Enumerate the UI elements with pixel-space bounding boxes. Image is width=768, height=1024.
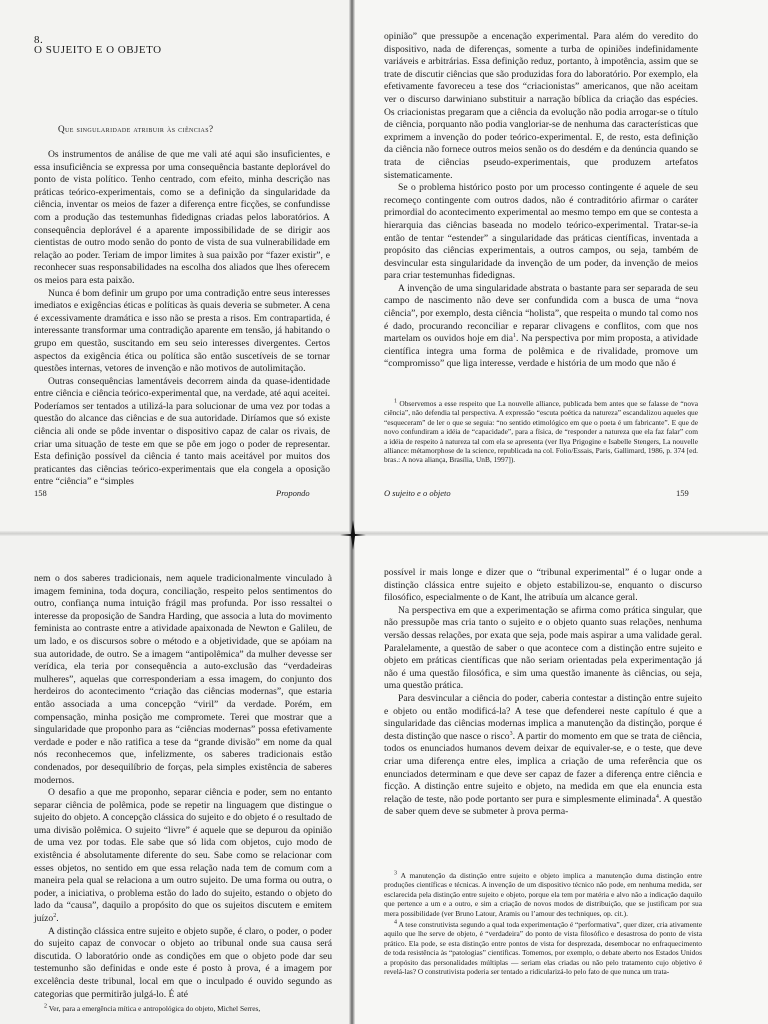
body-text-column <box>34 149 330 489</box>
footnote-number: 4 <box>394 919 397 926</box>
footnote-ref: 2 <box>53 912 57 919</box>
folio-number: 159 <box>676 488 689 498</box>
paragraph: Outras consequências lamentáveis decorrem ainda da quase-identidade entre ciência e ciência teórico-experimental que, na verdade, até aqui aceitei. Poderíamos ser tentados a utilizá-la para solucionar de uma vez por todas a questão do alcance das ciências e de sua autoridade. Diríamos que só existe ciência ali onde se pôde inventar o dispositivo capaz de calar os rivais, de criar uma situação de teste em que se pôe em jogo o poder de representar. Esta definição possível da ciência é tanto mais aceitável por muitos dos praticantes das ciências teórico-experimentais que ela congela a oposição entre “ciência” e “simples <box>34 375 330 488</box>
footnote <box>384 871 702 918</box>
paragraph-text: A invenção de uma singularidade abstrata o bastante para ser separada de seu campo de nascimento não deve ser confundida com a busca de uma “nova ciência”, por exemplo, desta ciência “holista”, que respeita o mundo tal como nos é dado, procurando reconciliar e reparar clivagens e conflitos, com que nos martelam os ouvidos hoje em dia <box>384 282 698 345</box>
page-159 <box>352 0 768 534</box>
footnote-text: A tese construtivista segundo a qual toda experimentação é “performativa”, quer dizer, cria ativamente aquilo que lhe serve de objeto, é “verdadeira” do ponto de vista filosófico e desastrosa do ponto de vista prático. Ela pode, se esta distinção entre pontos de vista for desprezada, desembocar no enfraquecimento de toda resistência às “patologias” científicas. Tomemos, por exemplo, o debate aberto nos Estados Unidos a propósito das personalidades múltiplas — seriam elas criadas ou não pelo tratamento cujo objetivo é revelá-las? O construtivista poderia ser tentado a ridicularizá-lo pelo fato de que nunca um trata- <box>384 920 702 977</box>
body-text-column <box>384 31 698 371</box>
chapter-title: O SUJEITO E O OBJETO <box>34 44 162 56</box>
paragraph: Os instrumentos de análise de que me vali até aqui são insuficientes, e essa insuficiência se expressa por uma consequência bastante deplorável do ponto de vista político. Tenho centrado, com efeito, minha descrição nas práticas teórico-experimentais, como se a definição da singularidade da ciência, inventar os meios de fazer a diferença entre ficções, se confundisse com a produção das testemunhas fidedignas criadas pelos laboratórios. A consequência deplorável é a aparente impossibilidade de se dirigir aos cientistas de outro modo senão do ponto de vista de sua vulnerabilidade em relação ao poder. Teriam de impor limites à sua paixão por “fazer existir”, e reconhecer suas responsabilidades na escolha dos aliados que lhes oferecem os meios para esta paixão. <box>34 149 330 286</box>
footnote-ref: 3 <box>509 730 513 737</box>
paragraph: A distinção clássica entre sujeito e objeto supõe, é claro, o poder, o poder do sujeito capaz de convocar o objeto ao tribunal onde sua causa será discutida. O laboratório onde as condições em que o objeto pode dar seu testemunho são definidas e onde este é posto à prova, é a imagem por excelência deste tribunal, local em que o inculpado é ouvido segundo as categorias que permitirão julgá-lo. É até <box>34 925 332 1000</box>
paragraph-text: O desafio a que me proponho, separar ciência e poder, sem no entanto separar ciência de polêmica, pode se repetir na linguagem que distingue o sujeito do objeto. A concepção clássica do sujeito e do objeto é o resultado de uma divisão polêmica. O sujeito “livre” é aquele que se depurou da opinião de uma vez por todas. Ele sabe que só lida com objetos, cujo modo de existência é absolutamente diferente do seu. Sabe como se relacionar com esses objetos, no sentido em que essa relação nada tem de comum com a maneira pela qual se relaciona a um outro sujeito. De uma forma ou outra, o poder, a iniciativa, o problema estão do lado do sujeito, estando o objeto do lado da “causa”, daquilo a propósito do que os sujeitos discutem e emitem juízo <box>34 787 332 925</box>
body-text-column <box>384 567 702 819</box>
paragraph: nem o dos saberes tradicionais, nem aquele tradicionalmente vinculado à imagem feminina, toda doçura, conciliação, respeito pelos sentimentos do outro, confiança numa intuição frágil mas profunda. Por isso ressaltei o interesse da proposição de Sandra Harding, que associa a luta do movimento feminista ao contraste entre a atividade apaixonada de Newton e Galileu, de um lado, e os discursos sobre o método e a objetividade, que se apóiam na sua autoridade, de outro. Se a imagem “antipolêmica” da mulher devesse ser verídica, ela teria por consequência a auto-exclusão das “verdadeiras mulheres”, aquelas que corresponderiam a essa imagem, do conjunto dos herdeiros do acontecimento “criação das ciências modernas”, que estaria então associada a uma concepção “viril” da verdade. Porém, em compensação, minha posição me compromete. Terei que mostrar que a singularidade que proponho para as “ciências modernas” possa efetivamente verdade e poder e não ratifica a tese da “grande divisão” em nome da qual nós reconhecemos que, infelizmente, os saberes tradicionais estão condenados, por desequilíbrio de forças, pela simples existência de saberes modernos. <box>34 573 332 786</box>
paragraph: A invenção de uma singularidade abstrata o bastante para ser separada de seu campo de nascimento não deve ser confundida com a busca de uma “nova ciência”, por exemplo, desta ciência “holista”, que respeita o mundo tal como nos é dado, procurando reconciliar e reparar clivagens e conflitos, com que nos martelam os ouvidos hoje em dia$^1$. Na perspectiva por mim proposta, a atividade científica integra uma forma de polêmica e de rivalidade, promove um “compromisso” que liga interesse, verdade e história de um modo que não é <box>384 282 699 370</box>
page-bottom-left <box>0 534 352 1024</box>
book-gutter <box>349 0 355 1024</box>
page-bottom-right <box>352 534 768 1024</box>
running-head: Propondo <box>276 488 310 498</box>
running-head: O sujeito e o objeto <box>384 488 451 498</box>
paragraph: Para desvincular a ciência do poder, caberia contestar a distinção entre sujeito e objeto ou então modificá-la? A tese que defenderei neste capítulo é que a singularidade das ciências modernas implica a manutenção da distinção, porque é desta distinção que nasce o risco$^3$. A partir do momento em que se trata de ciência, todos os enunciados humanos devem deixar de equivaler-se, e o teste, que deve criar uma diferença entre eles, implica a criação de uma referência que os enunciados determinam e que deve ser capaz de fazer a diferença entre ciência e ficção. A distinção entre sujeito e objeto, na medida em que ela enuncia esta relação de teste, não pode portanto ser pura e simplesmente eliminada$^4$. A questão de saber quem deve se submeter à prova perma- <box>384 692 702 818</box>
footnote-text: A manutenção da distinção entre sujeito e objeto implica a manutenção duma distinção entre produções científicas e técnicas. A invenção de um dispositivo técnico não pode, em nenhuma medida, ser esclarecida pela distinção entre sujeito e objeto, porque ela tem por matéria e alvo não a indicação daquilo que pertence a um e a outro, e sim a criação de novos modos de distribuição, que se justificam por sua mera possibilidade (ver Bruno Latour, Aramis ou l’amour des techniques, op. cit.). <box>384 871 702 918</box>
footnote-number: 2 <box>44 1003 47 1010</box>
footnote <box>34 1004 332 1013</box>
paragraph: Se o problema histórico posto por um processo contingente é aquele de seu recomeço contingente com outros dados, não é contraditório afirmar o caráter primordial do acontecimento experimental ao mesmo tempo em que se contesta a hierarquia das ciências baseada no modelo teórico-experimental. Tratar-se-ia então de tentar “estender” a singularidade das práticas científicas, inventada a propósito das ciências experimentais, a outros campos, ou seja, também de desvincular esta singularidade da invenção de um poder, da invenção de meios para criar testemunhas fidedignas. <box>384 182 698 282</box>
paragraph: possível ir mais longe e dizer que o “tribunal experimental” é o lugar onde a distinção clássica entre sujeito e objeto estabilizou-se, enquanto o discurso filosófico, especialmente o de Kant, lhe atribuía um alcance geral. <box>384 567 702 604</box>
paragraph: opinião” que pressupõe a encenação experimental. Para além do veredito do dispositivo, nada de diferenças, somente a turba de opiniões indefinidamente variáveis e arbitrárias. Essa definição reduz, portanto, à impotência, assim que se trate de discutir ciências que são produzidas fora do laboratório. Por exemplo, ela efetivamente favoreceu a tese dos “criacionistas” americanos, que não aceitam ver o discurso darwiniano substituir a narração bíblica da criação das espécies. Os criacionistas pregaram que a ciência da evolução não podia arrogar-se o título de ciência, porquanto não podia vangloriar-se de nenhuma das características que exprimem a invenção do poder teórico-experimental. E, de resto, esta definição da ciência não fornece outros meios senão os do desdém e da denúncia quando se trata de ciências pseudo-experimentais, que produzem artefatos sistematicamente. <box>384 31 698 181</box>
paragraph-text: Para desvincular a ciência do poder, caberia contestar a distinção entre sujeito e objeto ou então modificá-la? A tese que defenderei neste capítulo é que a singularidade das ciências modernas implica a manutenção da distinção, porque é desta distinção que nasce o risco <box>384 692 702 742</box>
footnote-text: Observemos a esse respeito que La nouvelle alliance, publicada bem antes que se falasse de “nova ciência”, não defendia tal perspectiva. A expressão “escuta poética da natureza” escandalizou aqueles que “esqueceram” de ler o que se seguia: “no sentido etimológico em que o poeta é um fabricante”. E que de novo confundiram a idéia de “capacidade”, para a física, de “responder a natureza que ela faz falar” com a idéia de respeito à natureza tal com ela se apresenta (ver Ilya Prigogine e Isabelle Stengers, La nouvelle alliance: métamorphose de la science, republicada na col. Folio/Essais, Paris, Gallimard, 1986, p. 374 [ed. bras.: A nova aliança, Brasília, UnB, 1997]). <box>384 399 698 465</box>
footnote-number: 3 <box>394 870 397 877</box>
footnote-ref: 4 <box>655 793 659 800</box>
paragraph-text: A partir do momento em que se trata de ciência, todos os enunciados humanos devem deixar de equivaler-se, e o teste, que deve criar uma diferença entre eles, implica a criação de uma referência que os enunciados determinam e que deve ser capaz de fazer a diferença entre ciência e ficção. A distinção entre sujeito e objeto, na medida em que ela enuncia esta relação de teste, não pode portanto ser pura e simplesmente eliminada <box>384 730 702 805</box>
footnote <box>384 399 698 465</box>
spread-divider <box>0 531 768 536</box>
footnotes <box>384 871 702 978</box>
page-158 <box>0 0 352 534</box>
footnote-ref: 1 <box>513 333 517 340</box>
binding-spine-mark <box>340 520 366 550</box>
body-text-column <box>34 573 332 1001</box>
chapter-number: 8. <box>34 34 44 46</box>
footnotes <box>34 1004 332 1015</box>
paragraph: Nunca é bom definir um grupo por uma contradição entre seus interesses imediatos e exigências éticas e políticas às quais deveria se submeter. A cena é excessivamente dramática e isso não se presta a risos. Em contrapartida, é interessante transformar uma contradição aparente em tensão, já habitando o grupo em questão, suscitando em seu seio interesses divergentes. Certos aspectos da exigência ética ou política são então suscetíveis de se tornar questões internas, vetores de invenção e não motivos de autolimitação. <box>34 287 330 375</box>
paragraph: Na perspectiva em que a experimentação se afirma como prática singular, que não pressupõe mas cria tanto o sujeito e o objeto quanto suas relações, nenhuma versão dessas relações, por exata que seja, pode mais aspirar a uma validade geral. Paralelamente, a questão de saber o que acontece com a distinção entre sujeito e objeto em práticas científicas que não seriam orientadas pela experimentação já não é uma questão filosófica, e sim uma questão imanente às ciências, ou seja, uma questão prática. <box>384 604 702 692</box>
paragraph-text: Na perspectiva por mim proposta, a atividade científica integra uma forma de polêmica e de rivalidade, promove um “compromisso” que liga interesse, verdade e história de um modo que não é <box>384 333 699 370</box>
footnote-text: Ver, para a emergência mítica e antropológica do objeto, Michel Serres, <box>48 1004 261 1013</box>
footnote-number: 1 <box>394 398 397 405</box>
footnotes <box>384 399 698 467</box>
section-title: Que singularidade atribuir às ciências? <box>58 124 214 134</box>
paragraph-text: A questão de saber quem deve se submeter à prova perma- <box>384 793 702 818</box>
paragraph: O desafio a que me proponho, separar ciência e poder, sem no entanto separar ciência de polêmica, pode se repetir na linguagem que distingue o sujeito do objeto. A concepção clássica do sujeito e do objeto é o resultado de uma divisão polêmica. O sujeito “livre” é aquele que se depurou da opinião de uma vez por todas. Ele sabe que só lida com objetos, cujo modo de existência é absolutamente diferente do seu. Sabe como se relacionar com esses objetos, no sentido em que essa relação nada tem de comum com a maneira pela qual se relaciona a um outro sujeito. De uma forma ou outra, o poder, a iniciativa, o problema estão do lado do sujeito, estando o objeto do lado da “causa”, daquilo a propósito do que os sujeitos discutem e emitem juízo$^2$. <box>34 787 332 925</box>
footnote <box>384 920 702 976</box>
folio-number: 158 <box>34 488 47 498</box>
